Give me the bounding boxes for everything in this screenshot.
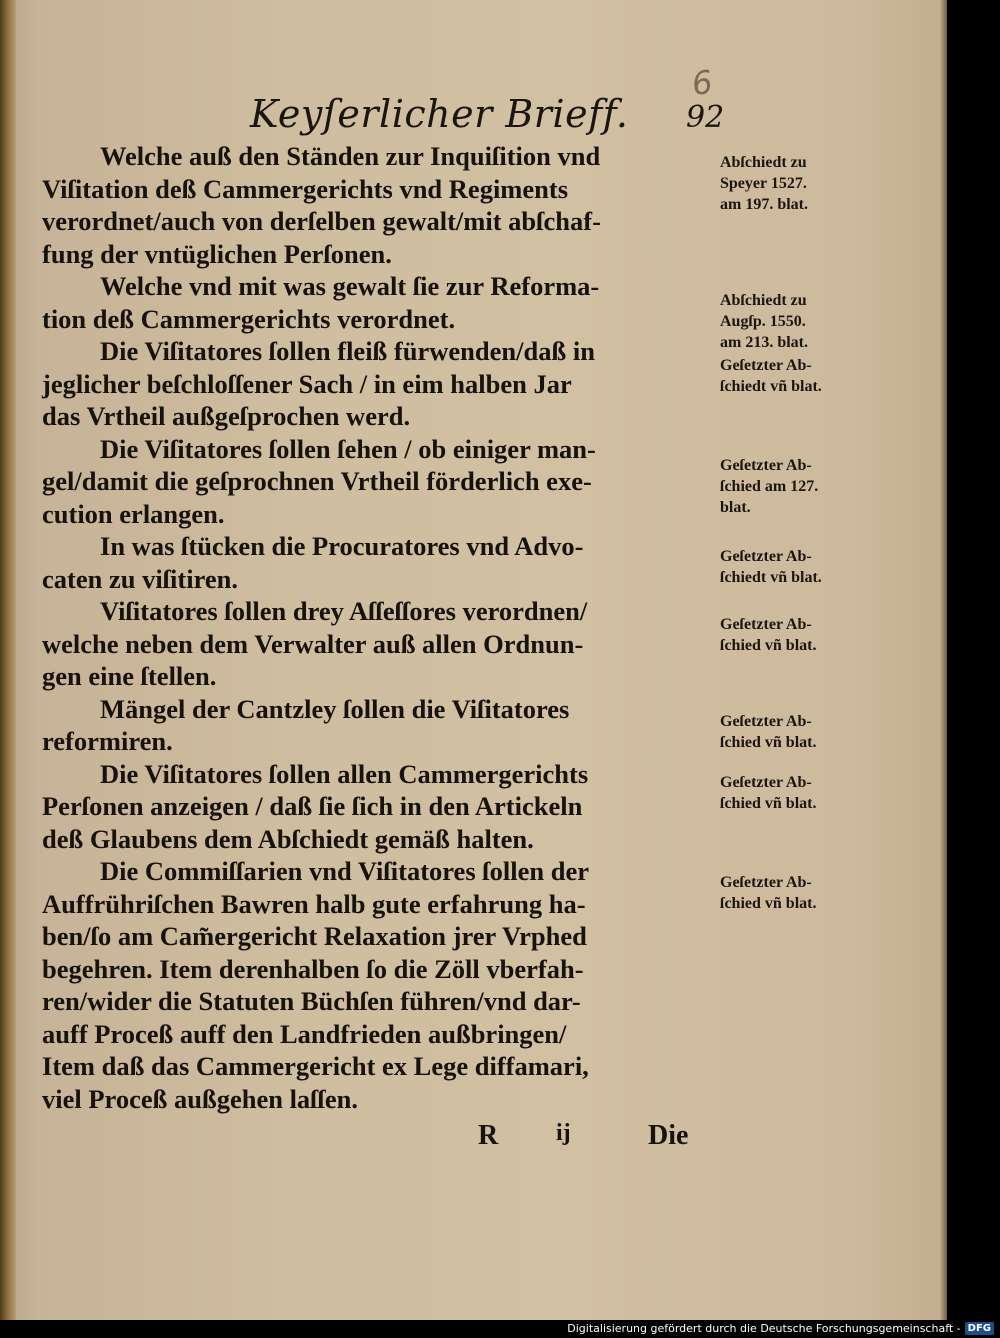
paragraph [42, 693, 714, 758]
text-line: verordnet/auch von derſelben gewalt/mit abſchaf- [42, 206, 601, 236]
text-line: Viſitation deß Cammergerichts vnd Regiments [42, 173, 569, 204]
margin-note-line: Abſchiedt zu [720, 292, 807, 309]
text-line: ren/wider die Statuten Büchſen führen/vnd dar- [42, 986, 581, 1016]
margin-note-line: Abſchiedt zu [720, 154, 807, 171]
text-line: tion deß Cammergerichts verordnet. [42, 303, 456, 334]
margin-note-line: am 213. blat. [720, 334, 808, 351]
margin-note-line: Geſetzter Ab- [720, 774, 812, 791]
margin-note [720, 772, 870, 814]
margin-note-line: Geſetzter Ab- [720, 874, 812, 891]
text-line: jeglicher beſchloſſener Sach / in eim halben Jar [42, 368, 572, 399]
text-line: auff Proceß auff den Landfrieden außbringen/ [42, 1018, 567, 1049]
margin-note-line: Augſp. 1550. [720, 313, 806, 330]
credit-text: Digitalisierung gefördert durch die Deutsche Forschungsgemeinschaft - [567, 1322, 961, 1335]
margin-note [720, 290, 870, 353]
margin-note-line: Speyer 1527. [720, 175, 807, 192]
signature-mark: R [478, 1120, 499, 1151]
text-line: welche neben dem Verwalter auß allen Ordnun- [42, 628, 584, 659]
text-line: reformiren. [42, 726, 173, 756]
margin-note-line: ſchied vñ blat. [720, 637, 817, 654]
paragraph [42, 335, 714, 433]
text-line: Mängel der Cantzley ſollen die Viſitatores [100, 693, 570, 724]
margin-note-line: Geſetzter Ab- [720, 357, 812, 374]
margin-note [720, 152, 870, 215]
text-line: das Vrtheil außgeſprochen werd. [42, 401, 411, 431]
paragraph [42, 855, 714, 1115]
page-header [0, 62, 947, 142]
catchword-line [0, 1120, 947, 1160]
text-line: Viſitatores ſollen drey Aſſeſſores verordnen/ [100, 596, 588, 626]
margin-note-line: Geſetzter Ab- [720, 548, 812, 565]
margin-note [720, 614, 870, 656]
text-line: ben/ſo am Cam̃ergericht Relaxation jrer Vrphed [42, 921, 587, 951]
paragraph [42, 595, 714, 693]
text-line: Die Commiſſarien vnd Viſitatores ſollen der [100, 856, 589, 886]
text-line: fung der vntüglichen Perſonen. [42, 238, 392, 269]
margin-note-line: ſchiedt vñ blat. [720, 569, 822, 586]
margin-note [720, 872, 870, 914]
margin-note-line: ſchied vñ blat. [720, 895, 817, 912]
text-line: Auffrühriſchen Bawren halb gute erfahrung ha- [42, 888, 586, 919]
text-line: Die Viſitatores ſollen allen Cammergerichts [100, 758, 589, 789]
text-line: caten zu viſitiren. [42, 563, 239, 594]
margin-note-line: ſchied vñ blat. [720, 734, 817, 751]
text-line: gen eine ſtellen. [42, 661, 217, 691]
folio-number: 92 [686, 100, 725, 135]
margin-note-line: ſchiedt vñ blat. [720, 378, 822, 395]
margin-note-line: Geſetzter Ab- [720, 713, 812, 730]
running-title: Keyſerlicher Brieff. [250, 92, 629, 136]
paragraph [42, 433, 714, 531]
main-text [42, 140, 714, 1115]
margin-note [720, 355, 870, 397]
margin-note-line: ſchied am 127. [720, 478, 819, 495]
margin-note [720, 711, 870, 753]
text-line: Perſonen anzeigen / daß ſie ſich in den Artickeln [42, 791, 583, 821]
text-line: Item daß das Cammergericht ex Lege diffamari, [42, 1051, 589, 1081]
paragraph [42, 758, 714, 856]
dfg-logo: DFG [965, 1322, 994, 1335]
catchword: Die [648, 1120, 689, 1151]
margin-note-line: am 197. blat. [720, 196, 808, 213]
margin-note-line: Geſetzter Ab- [720, 616, 812, 633]
text-line: Welche auß den Ständen zur Inquiſition vnd [100, 141, 601, 171]
text-line: cution erlangen. [42, 498, 225, 529]
signature-number: ij [556, 1120, 571, 1146]
margin-note-line: ſchied vñ blat. [720, 795, 817, 812]
handwritten-page-number: 6 [689, 62, 715, 104]
paragraph [42, 530, 714, 595]
text-line: viel Proceß außgehen laſſen. [42, 1083, 359, 1114]
margin-note [720, 546, 870, 588]
paragraph [42, 140, 714, 270]
text-line: gel/damit die geſprochnen Vrtheil förderlich exe- [42, 466, 592, 496]
text-line: deß Glaubens dem Abſchiedt gemäß halten. [42, 823, 534, 854]
margin-note-line: Geſetzter Ab- [720, 457, 812, 474]
margin-note [720, 455, 870, 518]
text-line: Welche vnd mit was gewalt ſie zur Reforma- [100, 271, 600, 301]
text-line: Die Viſitatores ſollen ſehen / ob einiger man- [100, 433, 596, 464]
margin-note-line: blat. [720, 499, 751, 516]
text-line: Die Viſitatores ſollen fleiß fürwenden/daß in [100, 336, 595, 366]
paragraph [42, 270, 714, 335]
digitization-credit [567, 1322, 994, 1335]
text-line: In was ſtücken die Procuratores vnd Advo- [100, 531, 584, 561]
text-line: begehren. Item derenhalben ſo die Zöll vberfah- [42, 953, 584, 984]
